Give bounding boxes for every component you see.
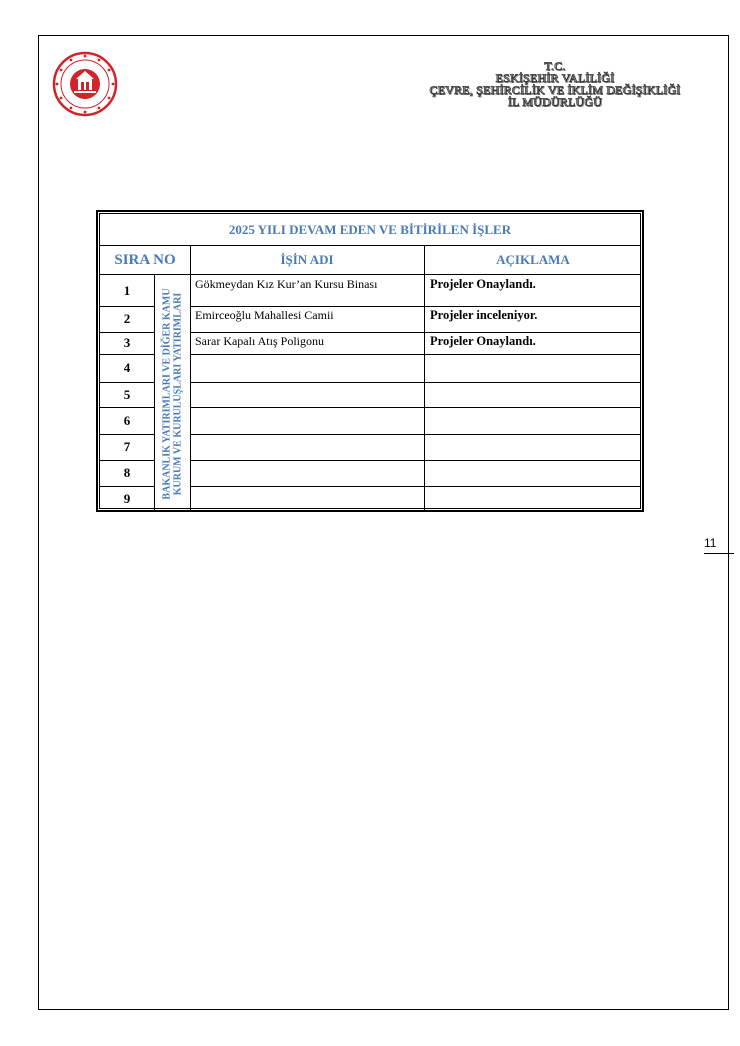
header-divider bbox=[190, 246, 191, 274]
row-description: Projeler Onaylandı. bbox=[430, 334, 536, 348]
row-number: 5 bbox=[123, 386, 131, 402]
row-project-name: Emirceoğlu Mahallesi Camii bbox=[195, 308, 334, 322]
row-project-name: Gökmeydan Kız Kur’an Kursu Binası bbox=[195, 277, 378, 291]
column-divider bbox=[154, 275, 155, 512]
category-label bbox=[157, 276, 188, 512]
row-number: 3 bbox=[123, 335, 131, 350]
row-number: 9 bbox=[123, 491, 131, 506]
row-divider bbox=[190, 486, 640, 487]
row-description: Projeler inceleniyor. bbox=[430, 308, 538, 322]
row-number: 1 bbox=[123, 282, 131, 298]
row-project-name: Sarar Kapalı Atış Poligonu bbox=[195, 334, 324, 348]
table-inner bbox=[99, 213, 641, 509]
page-frame bbox=[38, 35, 729, 1010]
row-number: 6 bbox=[123, 412, 131, 428]
row-divider bbox=[190, 434, 640, 435]
row-divider bbox=[190, 332, 640, 333]
letterhead-line-1: T.C. bbox=[544, 59, 566, 73]
column-header-desc: AÇIKLAMA bbox=[496, 252, 570, 267]
row-number: 4 bbox=[123, 360, 131, 375]
ministry-seal-icon bbox=[52, 51, 118, 117]
header-divider bbox=[424, 246, 425, 274]
row-divider bbox=[190, 306, 640, 307]
page-number: 11 bbox=[704, 536, 717, 550]
row-divider bbox=[190, 460, 640, 461]
category-label-line-2: KURUM VE KURULUŞLARI YATIRIMLARI bbox=[172, 292, 184, 496]
column-divider bbox=[190, 275, 191, 512]
column-header-name: İŞİN ADI bbox=[280, 252, 334, 267]
letterhead-line-3: ÇEVRE, ŞEHİRCİLİK VE İKLİM DEĞİŞİKLİĞİ bbox=[429, 83, 681, 97]
letterhead bbox=[410, 60, 700, 108]
category-label-line-1: BAKANLIK YATIRIMLARI VE DİĞER KAMU bbox=[161, 288, 173, 500]
table-title: 2025 YILI DEVAM EDEN VE BİTİRİLEN İŞLER bbox=[100, 214, 640, 246]
row-description: Projeler Onaylandı. bbox=[430, 277, 536, 291]
row-number: 2 bbox=[123, 311, 131, 326]
letterhead-line-2: ESKİŞEHİR VALİLİĞİ bbox=[495, 71, 615, 85]
row-number: 7 bbox=[123, 439, 131, 454]
row-divider bbox=[190, 382, 640, 383]
letterhead-line-4: İL MÜDÜRLÜĞÜ bbox=[507, 95, 603, 109]
row-divider bbox=[190, 354, 640, 355]
page-number-rule bbox=[704, 553, 734, 554]
table-header-row bbox=[100, 246, 640, 275]
projects-table bbox=[96, 210, 644, 512]
column-header-no: SIRA NO bbox=[114, 251, 176, 268]
row-number: 8 bbox=[123, 465, 131, 480]
row-divider bbox=[190, 407, 640, 408]
